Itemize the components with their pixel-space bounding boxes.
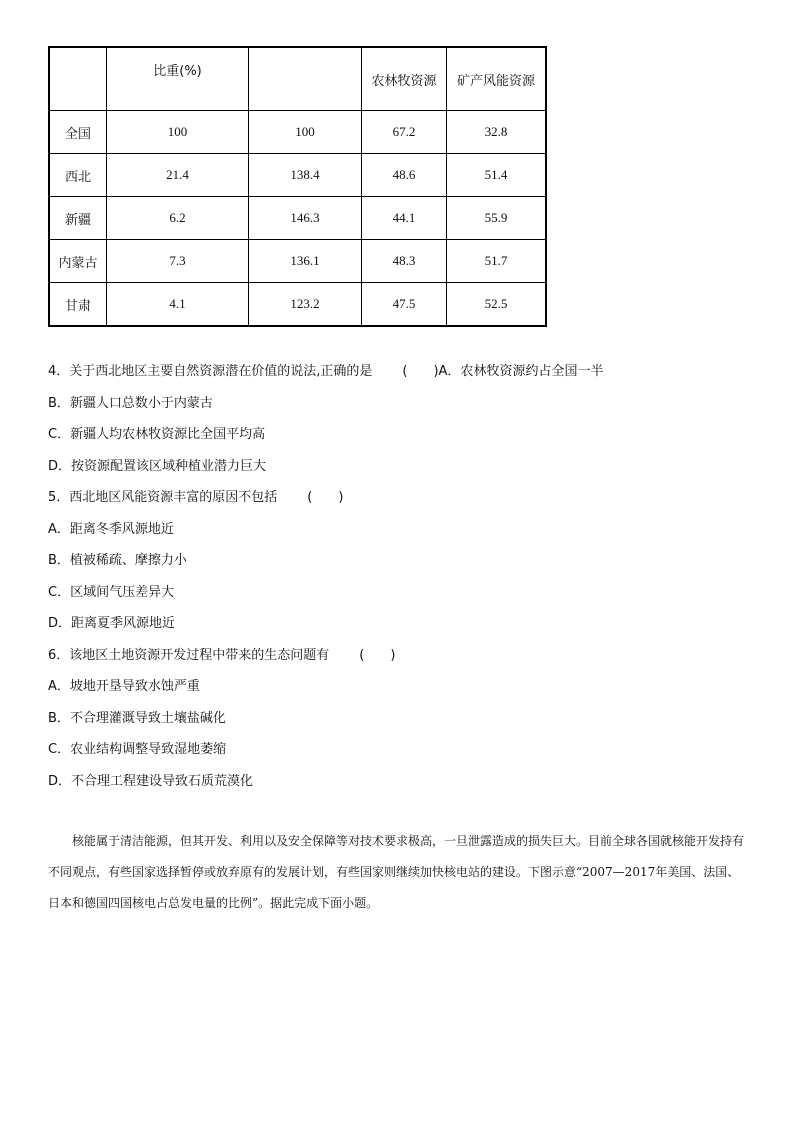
header-cell-mineral-wind: 矿产风能资源 [447, 47, 547, 111]
option-item: C．农业结构调整导致湿地萎缩 [48, 742, 227, 757]
option-item: D．距离夏季风源地近 [48, 616, 176, 631]
table-cell: 55.9 [447, 197, 547, 240]
question-4-stem [48, 362, 748, 382]
table-cell: 138.4 [249, 154, 362, 197]
header-cell [249, 47, 362, 111]
row-label: 甘肃 [49, 283, 107, 327]
table-cell: 136.1 [249, 240, 362, 283]
table-cell: 123.2 [249, 283, 362, 327]
passage-text: 核能属于清洁能源，但其开发、利用以及安全保障等对技术要求极高，一旦泄露造成的损失巨大。目前全球各国就核能开发持有不同观点，有些国家选择暂停或放弃原有的发展计划，有些国家则继续加快核电站的建设。下图示意“2007—2017年美国、法国、日本和德国四国核电占总发电量的比例”。据此完成下面小题。 [48, 834, 745, 910]
row-label: 内蒙古 [49, 240, 107, 283]
answer-paren: ( ) [307, 490, 344, 505]
row-label: 西北 [49, 154, 107, 197]
table-cell: 21.4 [107, 154, 249, 197]
table-cell: 44.1 [362, 197, 447, 240]
question-text: 4．关于西北地区主要自然资源潜在价值的说法,正确的是 [48, 364, 373, 379]
table-row [49, 154, 546, 197]
header-cell [49, 47, 107, 111]
table-cell: 48.3 [362, 240, 447, 283]
option-item: C．区域间气压差异大 [48, 584, 175, 600]
header-cell-agri: 农林牧资源 [362, 47, 447, 111]
question-5-stem [48, 488, 748, 508]
option-item: A．距离冬季风源地近 [48, 521, 174, 537]
resource-table-container [48, 46, 547, 327]
table-cell: 67.2 [362, 111, 447, 154]
answer-paren: ( ) [359, 647, 396, 663]
header-cell-share: 比重(%) [107, 47, 249, 111]
row-label: 新疆 [49, 197, 107, 240]
option-item: C．新疆人均农林牧资源比全国平均高 [48, 427, 266, 442]
option-item: B．新疆人口总数小于内蒙古 [48, 395, 213, 411]
table-cell: 100 [107, 111, 249, 154]
table-cell: 100 [249, 111, 362, 154]
table-cell: 51.4 [447, 154, 547, 197]
table-cell: 4.1 [107, 283, 249, 327]
option-item: B．不合理灌溉导致土壤盐碱化 [48, 710, 226, 726]
table-row [49, 197, 546, 240]
row-label: 全国 [49, 111, 107, 154]
table-cell: 146.3 [249, 197, 362, 240]
answer-paren: ( )A．农林牧资源约占全国一半 [402, 364, 604, 379]
table-cell: 51.7 [447, 240, 547, 283]
table-cell: 6.2 [107, 197, 249, 240]
question-6-stem [48, 646, 748, 666]
table-row [49, 111, 546, 154]
table-cell: 7.3 [107, 240, 249, 283]
option-item: D．不合理工程建设导致石质荒漠化 [48, 773, 254, 789]
table-cell: 47.5 [362, 283, 447, 327]
question-text: 5．西北地区风能资源丰富的原因不包括 [48, 490, 278, 505]
resource-table [48, 46, 547, 327]
table-row [49, 283, 546, 327]
option-item: B．植被稀疏、摩擦力小 [48, 553, 187, 568]
table-header-row [49, 47, 546, 111]
option-item: D．按资源配置该区域种植业潜力巨大 [48, 458, 267, 474]
question-text: 6．该地区土地资源开发过程中带来的生态问题有 [48, 647, 330, 663]
table-cell: 48.6 [362, 154, 447, 197]
table-cell: 52.5 [447, 283, 547, 327]
reading-passage [48, 826, 748, 919]
option-item: A．坡地开垦导致水蚀严重 [48, 679, 200, 694]
table-row [49, 240, 546, 283]
table-cell: 32.8 [447, 111, 547, 154]
question-list [48, 362, 748, 803]
